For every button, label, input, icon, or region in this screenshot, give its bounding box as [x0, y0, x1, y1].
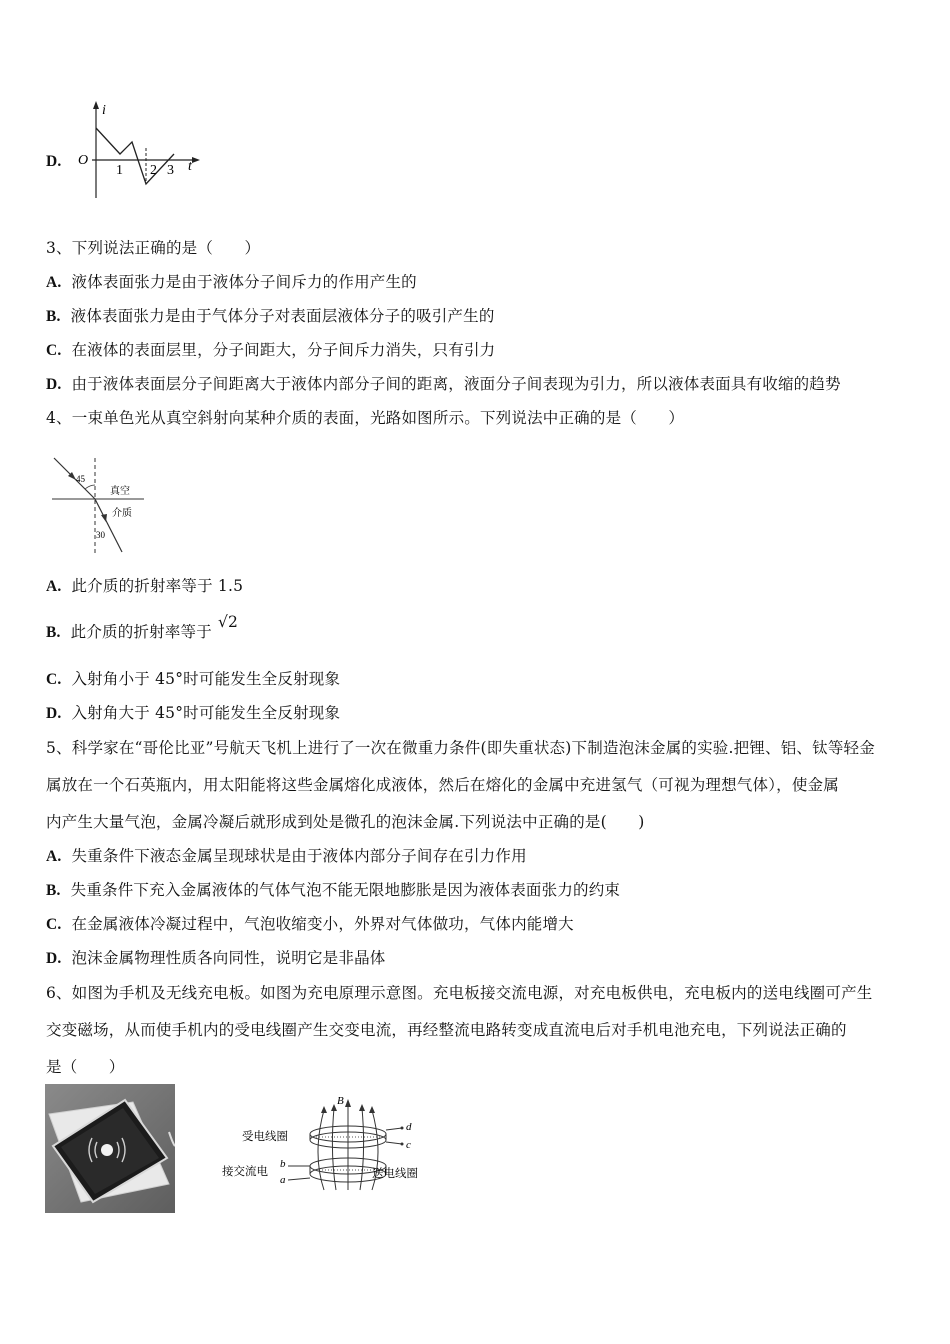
terminal-d: d	[406, 1121, 412, 1133]
q5-option-d-label: D.	[46, 950, 62, 967]
axis-t-label: t	[188, 159, 192, 174]
q3-option-a	[46, 270, 417, 292]
q4-option-a	[46, 574, 243, 596]
label-b: B	[337, 1095, 344, 1107]
q5-option-c	[46, 912, 574, 934]
q2-option-d-label: D.	[46, 153, 62, 170]
q5-option-c-label: C.	[46, 916, 62, 933]
q4-option-b	[46, 613, 239, 642]
angle-30-label: 30	[96, 530, 105, 540]
q3-option-c	[46, 338, 495, 360]
axis-i-label: i	[102, 103, 106, 118]
q6-stem-line-1: 6、如图为手机及无线充电板。如图为充电原理示意图。充电板接交流电源，对充电板供电，充电板内的送电线圈可产生	[46, 984, 873, 1002]
q2-option-d	[46, 152, 71, 171]
q4-option-d-text: 入射角大于 45°时可能发生全反射现象	[71, 704, 341, 722]
q5-stem-line-2: 属放在一个石英瓶内，用太阳能将这些金属熔化成液体，然后在熔化的金属中充进氢气（可视为理想气体），使金属	[46, 776, 839, 794]
tick-2-label: 2	[150, 163, 157, 178]
tick-3-label: 3	[167, 163, 174, 178]
q3-option-a-text: 液体表面张力是由于液体分子间斥力的作用产生的	[71, 273, 417, 291]
q3-option-b-label: B.	[46, 308, 61, 325]
q5-option-a	[46, 844, 527, 866]
medium-label: 介质	[112, 508, 132, 519]
terminal-c: c	[406, 1139, 411, 1151]
coil-schematic	[220, 1094, 435, 1198]
current-time-graph	[70, 98, 210, 200]
q3-option-d	[46, 372, 841, 394]
q4-option-c-text: 入射角小于 45°时可能发生全反射现象	[71, 670, 341, 688]
q4-option-b-label: B.	[46, 624, 61, 641]
q3-option-b-text: 液体表面张力是由于气体分子对表面层液体分子的吸引产生的	[70, 307, 495, 325]
q5-option-a-label: A.	[46, 848, 62, 865]
q3-option-d-text: 由于液体表面层分子间距离大于液体内部分子间的距离，液面分子间表现为引力，所以液体表面具有收缩的趋势	[71, 375, 841, 393]
q5-option-a-text: 失重条件下液态金属呈现球状是由于液体内部分子间存在引力作用	[71, 847, 527, 865]
phone-charging-photo	[45, 1084, 175, 1213]
q4-option-d	[46, 701, 340, 723]
q5-stem-line-1: 5、科学家在“哥伦比亚”号航天飞机上进行了一次在微重力条件(即失重状态)下制造泡沫金属的实验.把锂、铝、钛等轻金	[46, 739, 875, 757]
q5-option-b-label: B.	[46, 882, 61, 899]
vacuum-label: 真空	[110, 486, 130, 497]
q3-stem: 3、下列说法正确的是（ ）	[46, 239, 261, 257]
q4-option-c-label: C.	[46, 671, 62, 688]
q6-stem-line-3: 是（ ）	[46, 1058, 125, 1076]
q3-option-c-label: C.	[46, 342, 62, 359]
ac-input-label: 接交流电	[222, 1166, 268, 1178]
q4-option-b-text: 此介质的折射率等于	[70, 623, 212, 641]
angle-45-label: 45	[76, 474, 85, 484]
q4-option-a-label: A.	[46, 578, 62, 595]
q4-option-d-label: D.	[46, 705, 62, 722]
terminal-b: b	[280, 1158, 286, 1170]
sqrt2-math: √2	[217, 613, 239, 631]
q4-option-a-text: 此介质的折射率等于 1.5	[71, 577, 244, 595]
q3-option-c-text: 在液体的表面层里，分子间距大，分子间斥力消失，只有引力	[71, 341, 496, 359]
q4-stem: 4、一束单色光从真空斜射向某种介质的表面，光路如图所示。下列说法中正确的是（ ）	[46, 409, 685, 427]
q3-option-a-label: A.	[46, 274, 62, 291]
q5-option-c-text: 在金属液体冷凝过程中，气泡收缩变小，外界对气体做功，气体内能增大	[71, 915, 574, 933]
q3-option-d-label: D.	[46, 376, 62, 393]
q5-stem-line-3: 内产生大量气泡，金属冷凝后就形成到处是微孔的泡沫金属.下列说法中正确的是( )	[46, 813, 645, 831]
refraction-diagram	[46, 452, 146, 562]
q5-option-b-text: 失重条件下充入金属液体的气体气泡不能无限地膨胀是因为液体表面张力的约束	[70, 881, 621, 899]
q6-stem-line-2: 交变磁场，从而使手机内的受电线圈产生交变电流，再经整流电路转变成直流电后对手机电池充电，下列说法正确的	[46, 1021, 847, 1039]
charging-icon	[101, 1144, 113, 1156]
q3-option-b	[46, 304, 495, 326]
q4-option-c	[46, 667, 340, 689]
receive-coil-label: 受电线圈	[242, 1131, 288, 1143]
q5-option-b	[46, 878, 620, 900]
origin-label: O	[78, 153, 89, 168]
tick-1-label: 1	[116, 163, 123, 178]
q5-option-d	[46, 946, 385, 968]
q5-option-d-text: 泡沫金属物理性质各向同性，说明它是非晶体	[71, 949, 386, 967]
terminal-a: a	[280, 1174, 286, 1186]
send-coil-label: 送电线圈	[372, 1168, 418, 1180]
